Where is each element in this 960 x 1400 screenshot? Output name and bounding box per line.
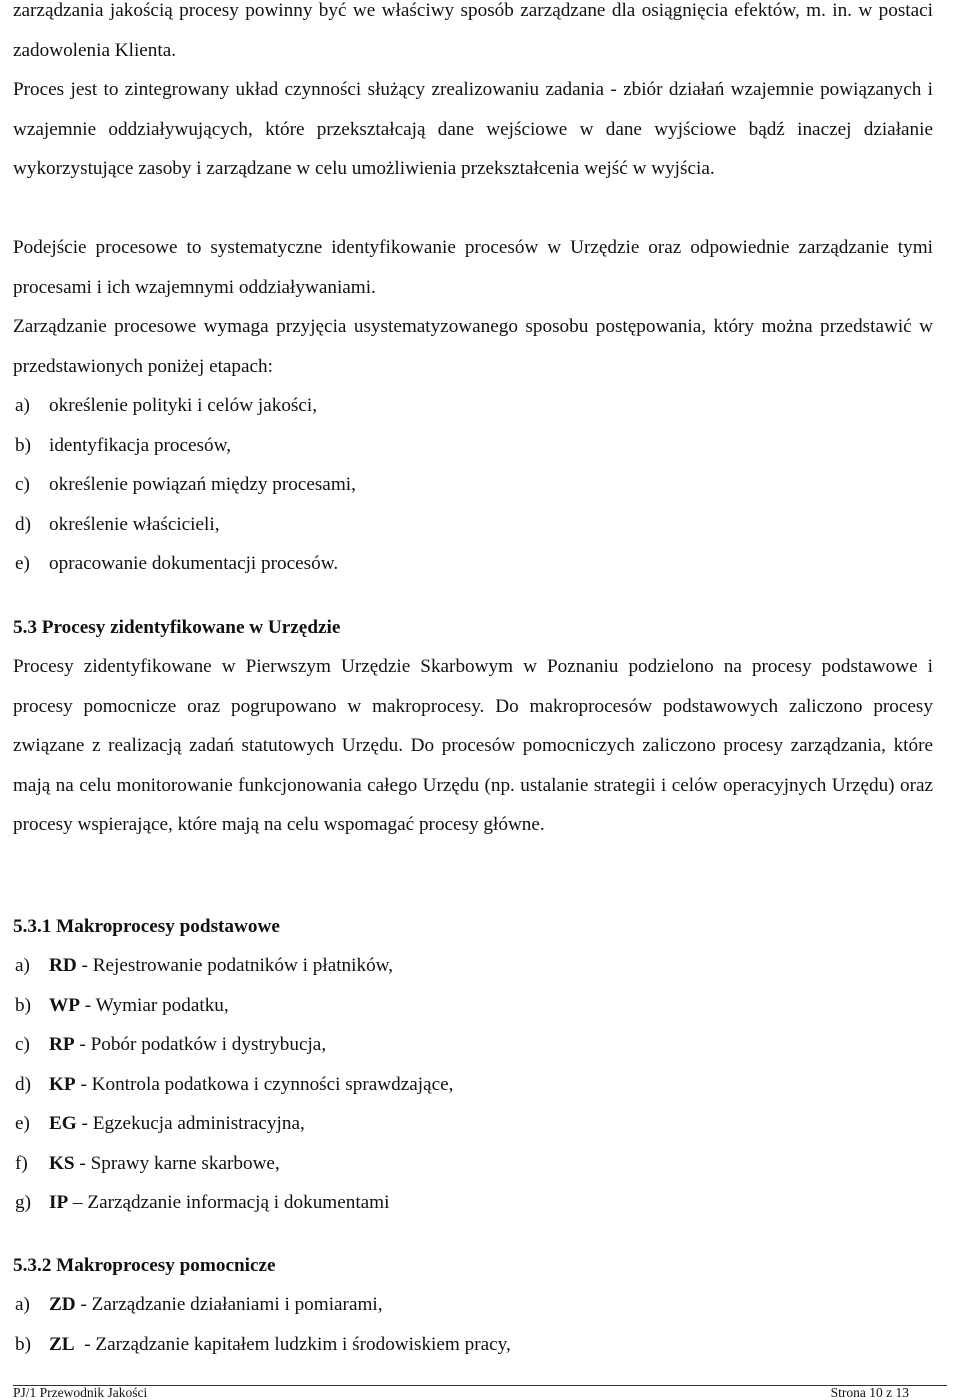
- paragraph-process-definition: Proces jest to zintegrowany układ czynności służący zrealizowaniu zadania - zbiór działań wzajemnie powiązanych i wzajemnie oddziaływujących, które przekształcają dane wejściowe w dane wyjściowe bądź inaczej działanie wykorzystujące zasoby i zarządzane w celu umożliwienia przekształcenia wejść w wyjścia.: [13, 79, 933, 179]
- section-heading-5-3-1: 5.3.1 Makroprocesy podstawowe: [13, 916, 280, 937]
- list-item: b) WP - Wymiar podatku,: [15, 994, 229, 1016]
- list-item: e) opracowanie dokumentacji procesów.: [15, 553, 339, 574]
- list-item: e) EG - Egzekucja administracyjna,: [15, 1113, 305, 1134]
- list-item: b) ZL - Zarządzanie kapitałem ludzkim i środowiskiem pracy,: [15, 1333, 511, 1355]
- section-heading-5-3-2: 5.3.2 Makroprocesy pomocnicze: [13, 1255, 276, 1276]
- footer-divider: [13, 1385, 947, 1386]
- list-item: b) identyfikacja procesów,: [15, 434, 232, 456]
- core-macroprocesses-list: [13, 946, 453, 1223]
- paragraph-identified-processes: Procesy zidentyfikowane w Pierwszym Urzędzie Skarbowym w Poznaniu podzielono na procesy podstawowe i procesy pomocnicze oraz pogrupowano w makroprocesy. Do makroprocesów podstawowych zaliczono procesy związane z realizacją zadań statutowych Urzędu. Do procesów pomocniczych zaliczono procesy zarządzania, które mają na celu monitorowanie funkcjonowania całego Urzędu (np. ustalanie strategii i celów operacyjnych Urzędu) oraz procesy wspierające, które mają na celu wspomagać procesy główne.: [13, 656, 933, 835]
- list-item: a) RD - Rejestrowanie podatników i płatników,: [15, 955, 394, 976]
- footer-page-number: Strona 10 z 13: [830, 1385, 909, 1400]
- list-item: f) KS - Sprawy karne skarbowe,: [15, 1152, 280, 1174]
- stages-list: [13, 386, 356, 584]
- list-item: g) IP – Zarządzanie informacją i dokumentami: [15, 1192, 390, 1213]
- section-heading-5-3: 5.3 Procesy zidentyfikowane w Urzędzie: [13, 617, 341, 638]
- paragraph-process-management: Zarządzanie procesowe wymaga przyjęcia usystematyzowanego sposobu postępowania, który można przedstawić w przedstawionych poniżej etapach:: [13, 316, 933, 377]
- support-macroprocesses-list: [13, 1285, 511, 1364]
- paragraph-process-approach: Podejście procesowe to systematyczne identyfikowanie procesów w Urzędzie oraz odpowiednie zarządzanie tymi procesami i ich wzajemnymi oddziaływaniami.: [13, 237, 933, 298]
- list-item: d) KP - Kontrola podatkowa i czynności sprawdzające,: [15, 1073, 454, 1095]
- list-item: a) określenie polityki i celów jakości,: [15, 395, 318, 416]
- paragraph-intro: zarządzania jakością procesy powinny być we właściwy sposób zarządzane dla osiągnięcia efektów, m. in. w postaci zadowolenia Klienta.: [13, 0, 933, 61]
- list-item: a) ZD - Zarządzanie działaniami i pomiarami,: [15, 1294, 383, 1315]
- footer-document-name: PJ/1 Przewodnik Jakości: [13, 1385, 148, 1400]
- list-item: c) określenie powiązań między procesami,: [15, 474, 356, 495]
- list-item: c) RP - Pobór podatków i dystrybucja,: [15, 1034, 327, 1055]
- list-item: d) określenie właścicieli,: [15, 513, 220, 535]
